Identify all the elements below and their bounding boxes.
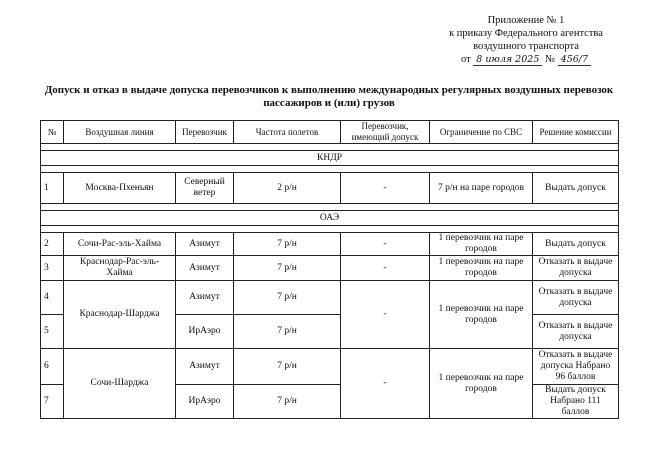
appendix-block (426, 14, 626, 66)
row-limit: 1 перевозчик на паре городов (430, 233, 533, 256)
row-num: 4 (41, 281, 64, 315)
row-admitted: - (341, 173, 430, 204)
row-frequency: 7 р/н (234, 385, 341, 419)
number-value: 456/7 (558, 54, 591, 66)
row-num: 2 (41, 233, 64, 256)
table-row (41, 349, 619, 385)
row-route: Краснодар-Рас-эль-Хайма (64, 256, 176, 281)
header-decision: Решение комиссии (533, 121, 619, 144)
header-num: № (41, 121, 64, 144)
row-limit: 1 перевозчик на паре городов (430, 281, 533, 349)
section-title: КНДР (41, 151, 619, 166)
number-prefix: № (545, 54, 556, 65)
table-row (41, 281, 619, 315)
document-title: Допуск и отказ в выдаче допуска перевозчиков к выполнению международных регулярных воздушных перевозок пассажиров и (или) грузов (44, 84, 614, 109)
table-row (41, 256, 619, 281)
row-limit: 1 перевозчик на паре городов (430, 256, 533, 281)
row-admitted: - (341, 233, 430, 256)
row-carrier: ИрАэро (176, 385, 234, 419)
row-carrier: Азимут (176, 281, 234, 315)
row-num: 6 (41, 349, 64, 385)
row-admitted: - (341, 281, 430, 349)
section-row-kndr (41, 151, 619, 166)
header-frequency: Частота полетов (234, 121, 341, 144)
appendix-line-2: к приказу Федерального агентства (449, 28, 603, 39)
row-decision: Выдать допуск Набрано 111 баллов (533, 385, 619, 419)
row-decision: Отказать в выдаче допуска Набрано 96 баллов (533, 349, 619, 385)
row-num: 7 (41, 385, 64, 419)
row-frequency: 7 р/н (234, 256, 341, 281)
spacer-row (41, 204, 619, 211)
appendix-date-line (426, 53, 626, 66)
header-route: Воздушная линия (64, 121, 176, 144)
row-decision: Отказать в выдаче допуска (533, 315, 619, 349)
spacer-row (41, 166, 619, 173)
row-frequency: 2 р/н (234, 173, 341, 204)
row-frequency: 7 р/н (234, 315, 341, 349)
row-carrier: Азимут (176, 256, 234, 281)
header-limit: Ограничение по СВС (430, 121, 533, 144)
date-value: 8 июля 2025 (473, 54, 542, 66)
row-decision: Отказать в выдаче допуска (533, 256, 619, 281)
row-frequency: 7 р/н (234, 281, 341, 315)
row-frequency: 7 р/н (234, 233, 341, 256)
table-row (41, 233, 619, 256)
row-num: 3 (41, 256, 64, 281)
header-carrier: Перевозчик (176, 121, 234, 144)
section-title: ОАЭ (41, 211, 619, 226)
table-header-row (41, 121, 619, 144)
date-prefix: от (460, 54, 471, 65)
row-num: 1 (41, 173, 64, 204)
row-carrier: Азимут (176, 233, 234, 256)
row-admitted: - (341, 256, 430, 281)
row-carrier: Азимут (176, 349, 234, 385)
row-carrier: ИрАэро (176, 315, 234, 349)
row-admitted: - (341, 349, 430, 419)
spacer-row (41, 144, 619, 151)
row-limit: 1 перевозчик на паре городов (430, 349, 533, 419)
row-carrier: Северный ветер (176, 173, 234, 204)
row-route: Краснодар-Шарджа (64, 281, 176, 349)
row-limit: 7 р/н на паре городов (430, 173, 533, 204)
row-decision: Выдать допуск (533, 173, 619, 204)
appendix-line-3: воздушного транспорта (473, 41, 579, 52)
table-row (41, 173, 619, 204)
appendix-line-1: Приложение № 1 (487, 15, 565, 26)
header-admitted: Перевозчик, имеющий допуск (341, 121, 430, 144)
row-route: Сочи-Шарджа (64, 349, 176, 419)
row-decision: Выдать допуск (533, 233, 619, 256)
row-num: 5 (41, 315, 64, 349)
section-row-uae (41, 211, 619, 226)
row-route: Москва-Пхеньян (64, 173, 176, 204)
permits-table (40, 120, 619, 419)
row-frequency: 7 р/н (234, 349, 341, 385)
row-decision: Отказать в выдаче допуска (533, 281, 619, 315)
spacer-row (41, 226, 619, 233)
row-route: Сочи-Рас-эль-Хайма (64, 233, 176, 256)
